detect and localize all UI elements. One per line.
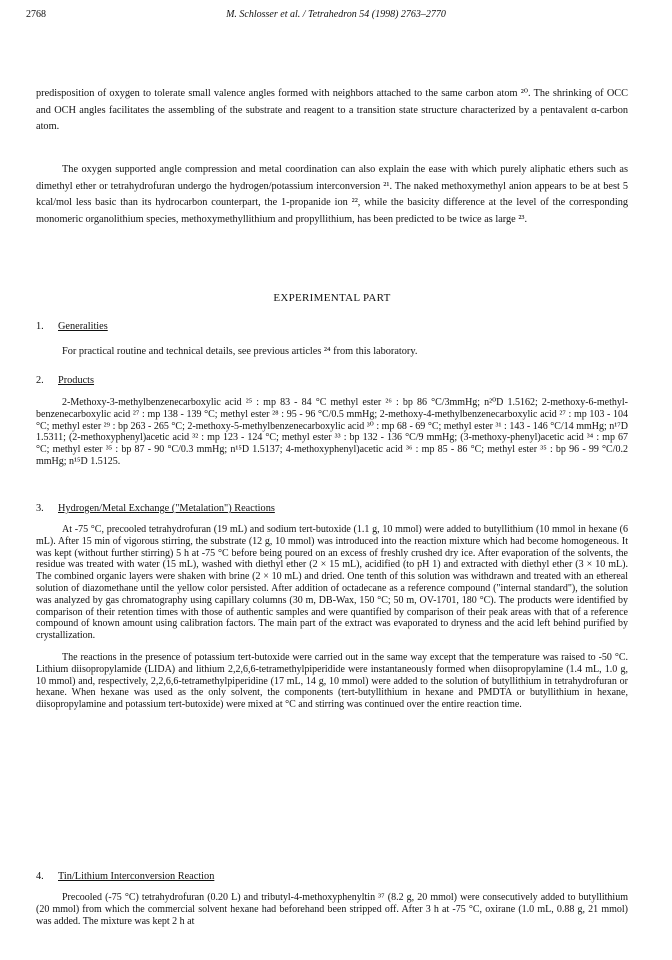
section-4-paragraph-1: Precooled (-75 °C) tetrahydrofuran (0.20 L) and tributyl-4-methoxyphenyltin ³⁷ (8.2 g, 20 mmol) were consecutively added to butyllithium (20 mmol) from which the commercial solvent hexane had beforehand been stripped off. After 3 h at -75 °C, oxirane (1.0 mL, 0.88 g, 21 mmol) was added. The mixture was kept 2 h at — [36, 892, 628, 927]
page-number: 2768 — [26, 9, 46, 20]
running-header-citation: M. Schlosser et al. / Tetrahedron 54 (1998) 2763–2770 — [226, 9, 446, 20]
section-3-number: 3. — [36, 503, 44, 514]
section-3 — [36, 502, 628, 711]
section-1-text: For practical routine and technical details, see previous articles ²⁴ from this laboratory. — [62, 346, 418, 357]
section-1-heading — [36, 320, 628, 334]
section-2-title: Products — [58, 375, 95, 386]
experimental-title-block — [36, 292, 628, 304]
section-2-products-list: 2-Methoxy-3-methylbenzenecarboxylic acid ²⁵ : mp 83 - 84 °C methyl ester ²⁶ : bp 86 °C/3mmHg; n²⁰D 1.5162; 2-methoxy-6-methyl-benzenecarboxylic acid ²⁷ : mp 138 - 139 °C; methyl ester ²⁸ : 95 - 96 °C/0.5 mmHg; 2-methoxy-4-methylbenzenecarboxylic acid ²⁷ : mp 103 - 104 °C; methyl ester ²⁹ : bp 263 - 265 °C; 2-methoxy-5-methylbenzenecarboxylic acid ³⁰ : mp 68 - 69 °C; methyl ester ³¹ : 143 - 146 °C/14 mmHg; n¹⁷D 1.5311; (2-methoxyphenyl)acetic acid ³² : mp 123 - 124 °C; methyl ester ³³ : bp 132 - 136 °C/9 mmHg; (3-methoxy-phenyl)acetic acid ³⁴ : mp 67 °C; methyl ester ³⁵ : bp 87 - 90 °C/0.3 mmHg; n¹⁵D 1.5137; 4-methoxyphenyl)acetic acid ³⁶ : mp 85 - 86 °C; methyl ester ³⁵ : bp 96 - 99 °C/0.2 mmHg; n¹⁵D 1.5125. — [36, 397, 628, 467]
section-2-heading — [36, 374, 628, 388]
section-1 — [36, 320, 628, 361]
section-3-heading — [36, 502, 628, 516]
intro-paragraph-2: The oxygen supported angle compression and metal coordination can also explain the ease with which purely aliphatic ethers such as dimethyl ether or tetrahydrofuran undergo the hydrogen/potassium interconversion ²¹. The naked methoxymethyl anion appears to be at best 5 kcal/mol less basic than its hydrocarbon counterpart, the 1-propanide ion ²², while the basicity difference at the level of the corresponding monomeric organolithium species, methoxymethyllithium and propyllithium, has been predicted to be twice as large ²³. — [36, 164, 628, 225]
section-2-number: 2. — [36, 375, 44, 386]
intro-paragraph-2-block — [36, 162, 628, 228]
section-4-heading — [36, 870, 628, 884]
section-4-number: 4. — [36, 871, 44, 882]
intro-paragraph-1: predisposition of oxygen to tolerate small valence angles formed with neighbors attached to the same carbon atom ²⁰. The shrinking of OCC and OCH angles facilitates the assembling of the substrate and reagent to a transition state structure characterized by a pentavalent α-carbon atom. — [36, 88, 628, 132]
experimental-part-title: EXPERIMENTAL PART — [273, 292, 391, 304]
section-3-title: Hydrogen/Metal Exchange ("Metalation") Reactions — [58, 503, 275, 514]
intro-paragraph-1-block — [36, 86, 628, 136]
section-4 — [36, 870, 628, 927]
section-1-number: 1. — [36, 321, 44, 332]
section-1-title: Generalities — [58, 321, 108, 332]
section-4-title: Tin/Lithium Interconversion Reaction — [58, 871, 215, 882]
page-header — [26, 9, 646, 25]
section-2 — [36, 374, 628, 468]
section-3-paragraph-2: The reactions in the presence of potassium tert-butoxide were carried out in the same way except that the temperature was raised to -50 °C. Lithium diisopropylamide (LIDA) and lithium 2,2,6,6-tetramethylpiperidide were instantaneously formed when diisopropylamine (1.4 mL, 1.0 g, 10 mmol) and, respectively, 2,2,6,6-tetramethylpiperidine (17 mL, 14 g, 10 mmol) were added to the solution of butyllithium in tetrahydrofuran or hexane. When hexane was used as the only solvent, the components (tert-butyllithium in hexane and PMDTA or butyllithium in hexane, diisopropylamine and potassium tert-butoxide) were mixed at °C and stirring was continued over the entire reaction time. — [36, 651, 628, 711]
section-3-paragraph-1: At -75 °C, precooled tetrahydrofuran (19 mL) and sodium tert-butoxide (1.1 g, 10 mmol) were added to butyllithium (10 mmol in hexane (6 mL). After 15 min of vigorous stirring, the substrate (12 g, 10 mmol) was introduced into the reaction mixture which had become homogeneous. It was kept (without further stirring) 5 h at -75 °C before being poured on an excess of freshly crushed dry ice. After evaporation of the solvents, the residue was treated with water (15 mL), washed with diethyl ether (2 × 15 mL), acidified (to pH 1) and extracted with diethyl ether (3 × 10 mL). The combined organic layers were shaken with brine (2 × 10 mL) and dried. One tenth of this solution was withdrawn and treated with an ethereal solution of diazomethane until the yellow color persisted. After addition of octadecane as a reference compound ("internal standard"), the solution was analyzed by gas chromatography using capillary columns (30 m, DB-Wax, 150 °C; 50 m, OV-1701, 180 °C). The products were identified by comparison of their retention times with those of authentic samples and were quantified by comparison of their peak areas with that of a reference compound of known amount using calibration factors. The main part of the extract was evaporated to dryness and the acid left behind purified by crystallization. — [36, 524, 628, 642]
